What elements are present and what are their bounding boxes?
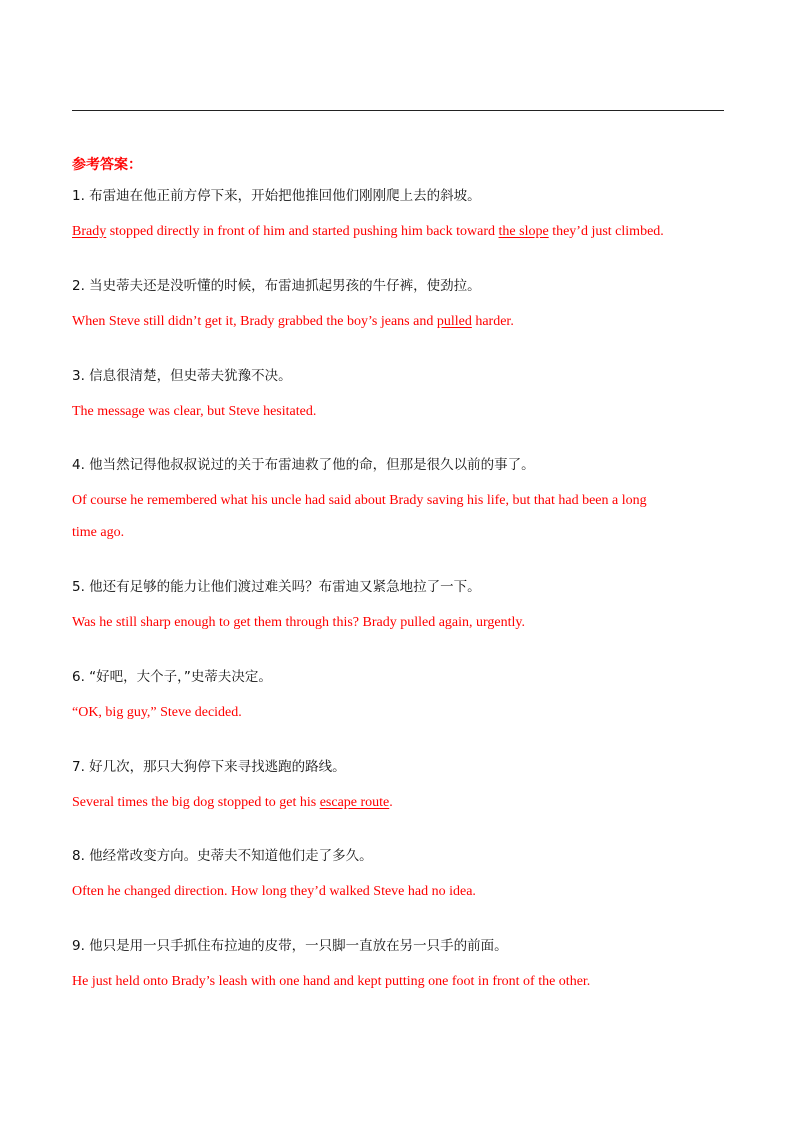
answer-item-8 (72, 847, 732, 908)
english-translation (72, 787, 732, 819)
answer-heading: 参考答案： (72, 157, 142, 173)
translation-text: The message was clear, but Steve hesitated. (72, 404, 317, 419)
answer-item-7 (72, 758, 732, 819)
chinese-sentence: 7. 好几次，那只大狗停下来寻找逃跑的路线。 (72, 759, 346, 775)
separator-line (72, 110, 724, 111)
translation-text: Was he still sharp enough to get them through this? Brady pulled again, urgently. (72, 615, 526, 630)
english-translation (72, 966, 732, 998)
answer-item-1 (72, 187, 732, 248)
answer-item-5 (72, 578, 732, 639)
chinese-sentence: 3. 信息很清楚，但史蒂夫犹豫不决。 (72, 368, 292, 384)
translation-text: “OK, big guy,” Steve decided. (72, 705, 242, 720)
answer-item-2 (72, 277, 732, 338)
translation-text: . (389, 795, 393, 810)
translation-text: stopped directly in front of him and started pushing him back toward (106, 224, 499, 239)
chinese-sentence: 5. 他还有足够的能力让他们渡过难关吗？布雷迪又紧急地拉了一下。 (72, 579, 481, 595)
chinese-sentence: 9. 他只是用一只手抓住布拉迪的皮带，一只脚一直放在另一只手的前面。 (72, 938, 508, 954)
english-translation (72, 876, 732, 908)
translation-text: they’d just climbed. (548, 224, 664, 239)
underlined-word: pulled (436, 314, 472, 329)
answer-item-6 (72, 668, 732, 729)
answer-item-4 (72, 456, 732, 549)
translation-text: Often he changed direction. How long they’d walked Steve had no idea. (72, 884, 476, 899)
english-translation (72, 607, 732, 639)
translation-text: harder. (471, 314, 514, 329)
translation-text: He just held onto Brady’s leash with one hand and kept putting one foot in front of the other. (72, 974, 591, 989)
english-translation (72, 216, 732, 248)
chinese-sentence: 2. 当史蒂夫还是没听懂的时候，布雷迪抓起男孩的牛仔裤，使劲拉。 (72, 278, 481, 294)
english-translation (72, 306, 732, 338)
english-translation (72, 396, 732, 428)
chinese-sentence: 1. 布雷迪在他正前方停下来，开始把他推回他们刚刚爬上去的斜坡。 (72, 188, 481, 204)
chinese-sentence: 8. 他经常改变方向。史蒂夫不知道他们走了多久。 (72, 848, 373, 864)
underlined-word: Brady (72, 224, 107, 239)
chinese-sentence: 6. “好吧，大个子，”史蒂夫决定。 (72, 669, 272, 685)
translation-text: When Steve still didn’t get it, Brady grabbed the boy’s jeans and (72, 314, 437, 329)
answer-item-9 (72, 937, 732, 998)
answer-item-3 (72, 367, 732, 428)
underlined-word: escape route (319, 795, 390, 810)
translation-line-2: time ago. (72, 525, 125, 540)
translation-text: Several times the big dog stopped to get his (72, 795, 320, 810)
translation-line-1: Of course he remembered what his uncle had said about Brady saving his life, but that had been a long (72, 493, 647, 508)
underlined-word: the slope (498, 224, 549, 239)
chinese-sentence: 4. 他当然记得他叔叔说过的关于布雷迪救了他的命，但那是很久以前的事了。 (72, 457, 535, 473)
english-translation (72, 697, 732, 729)
english-translation (72, 485, 732, 549)
